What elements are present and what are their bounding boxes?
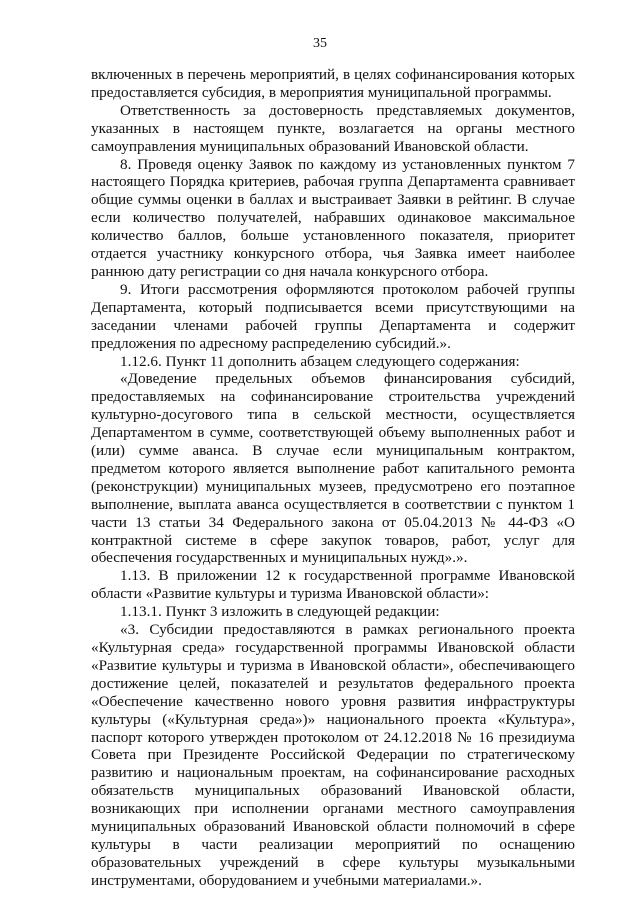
paragraph-continuation: включенных в перечень мероприятий, в целях софинансирования которых предоставляется субсидия, в мероприятия муниципальной программы. [91, 66, 575, 101]
paragraph-item-9: 9. Итоги рассмотрения оформляются протоколом рабочей группы Департамента, который подписывается всеми присутствующими на заседании членами рабочей группы Департамента и содержит предложения по адресному распределению субсидий.». [91, 280, 575, 352]
document-body [91, 66, 575, 890]
paragraph-1-13: 1.13. В приложении 12 к государственной программе Ивановской области «Развитие культуры и туризма Ивановской области»: [91, 567, 575, 603]
page-number: 35 [313, 36, 327, 51]
paragraph-1-13-1: 1.13.1. Пункт 3 изложить в следующей редакции: [120, 603, 440, 621]
paragraph-quoted-subsidies: «3. Субсидии предоставляются в рамках регионального проекта «Культурная среда» государственной программы Ивановской области «Развитие культуры и туризма в Ивановской области», обеспечивающего достижение целей, показателей и результатов федерального проекта «Обеспечение качественно нового уровня развития инфраструктуры культуры («Культурная среда»)» национального проекта «Культура», паспорт которого утвержден протоколом от 24.12.2018 № 16 президиума Совета при Президенте Российской Федерации по стратегическому развитию и национальным проектам, на софинансирование расходных обязательств муниципальных образований Ивановской области, возникающих при исполнении органами местного самоуправления муниципальных образований Ивановской области полномочий в сфере культуры в части реализации мероприятий по оснащению образовательных учреждений в сфере культуры музыкальными инструментами, оборудованием и учебными материалами.». [91, 621, 575, 889]
paragraph-responsibility: Ответственность за достоверность представляемых документов, указанных в настоящем пункте, возлагается на органы местного самоуправления муниципальных образований Ивановской области. [91, 101, 575, 155]
paragraph-1-12-6: 1.12.6. Пункт 11 дополнить абзацем следующего содержания: [120, 352, 520, 370]
paragraph-quoted-funding: «Доведение предельных объемов финансирования субсидий, предоставляемых на софинансирование строительства учреждений культурно-досугового типа в сельской местности, осуществляется Департаментом в сумме, соответствующей объему выполненных работ и (или) сумме аванса. В случае если муниципальным контрактом, предметом которого является выполнение работ капитального ремонта (реконструкции) муниципальных музеев, предусмотрено его поэтапное выполнение, выплата аванса осуществляется в соответствии с пунктом 1 части 13 статьи 34 Федерального закона от 05.04.2013 № 44-ФЗ «О контрактной системе в сфере закупок товаров, работ, услуг для обеспечения государственных и муниципальных нужд».». [91, 370, 575, 567]
paragraph-item-8: 8. Проведя оценку Заявок по каждому из установленных пунктом 7 настоящего Порядка критериев, рабочая группа Департамента сравнивает общие суммы оценки в баллах и выстраивает Заявки в рейтинг. В случае если количество получателей, набравших одинаковое максимальное количество баллов, больше установленного показателя, приоритет отдается участнику конкурсного отбора, чья Заявка имеет наиболее раннюю дату регистрации со дня начала конкурсного отбора. [91, 155, 575, 280]
